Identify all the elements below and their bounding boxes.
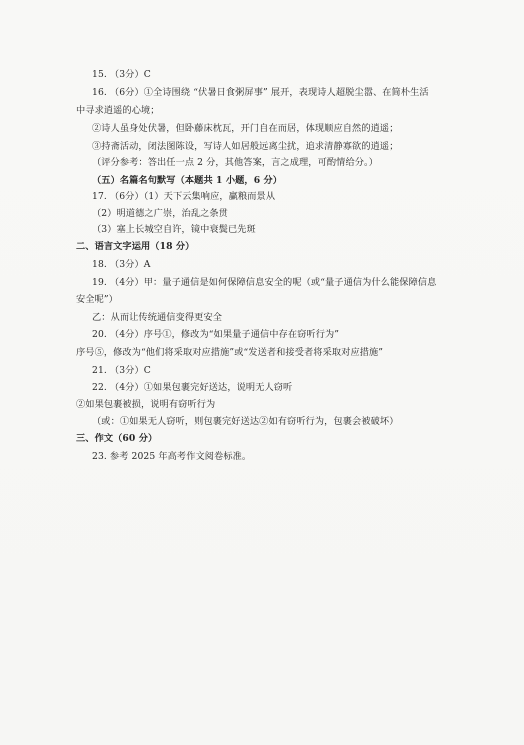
answer-q17-line1: 17. （6分）（1）天下云集响应，赢粮而景从 (92, 191, 276, 202)
answer-q23: 23. 参考 2025 年高考作文阅卷标准。 (92, 451, 252, 462)
answer-q17-line3: （3）塞上长城空自许，镜中衰鬓已先斑 (92, 224, 256, 235)
answer-q16-line2: 中寻求逍遥的心境； (76, 105, 160, 116)
answer-q21: 21. （3分）C (92, 365, 151, 376)
answer-q20-line2: 序号⑤，修改为“他们将采取对应措施”或“发送者和接受者将采取对应措施” (76, 347, 384, 358)
answer-q15: 15. （3分）C (92, 69, 151, 80)
answer-q17-line2: （2）明道德之广崇，治乱之条贯 (92, 208, 228, 219)
answer-q18: 18. （3分）A (92, 259, 151, 270)
answer-q22-line1: 22. （4分）①如果包裹完好送达，说明无人窃听 (92, 382, 293, 393)
answer-q20-line1: 20. （4分）序号①，修改为“如果量子通信中存在窃听行为” (92, 329, 340, 340)
part-three-heading: 三、作文（60 分） (76, 433, 158, 444)
answer-q19-line1: 19. （4分）甲：量子通信是如何保障信息安全的呢（或“量子通信为什么能保障信息 (92, 277, 437, 288)
answer-q16-line3: ②诗人虽身处伏暑，但卧藤床枕瓦，开门自在而居，体现顺应自然的逍遥； (92, 123, 399, 134)
answer-q22-line3: （或：①如果无人窃听，则包裹完好送达②如有窃听行为，包裹会被破坏） (92, 416, 399, 427)
answer-q16-scoring-note: （评分参考：答出任一点 2 分，其他答案，言之成理，可酌情给分。） (92, 157, 379, 168)
answer-q16-line4: ③持斋活动，闭法图陈设，写诗人如居般远离尘扰，追求清静寡欲的逍遥； (92, 141, 399, 152)
answer-q19-line3: 乙：从而让传统通信变得更安全 (92, 312, 223, 323)
answer-q16-line1: 16. （6分）①全诗围绕 “伏暑日食粥屏事” 展开，表现诗人超脱尘嚣、在简朴生活 (92, 87, 429, 98)
section-five-heading: （五）名篇名句默写（本题共 1 小题，6 分） (92, 175, 283, 186)
part-two-heading: 二、语言文字运用（18 分） (76, 241, 195, 252)
answer-q22-line2: ②如果包裹被损，说明有窃听行为 (76, 399, 216, 410)
answer-q19-line2: 安全呢”） (76, 294, 118, 305)
